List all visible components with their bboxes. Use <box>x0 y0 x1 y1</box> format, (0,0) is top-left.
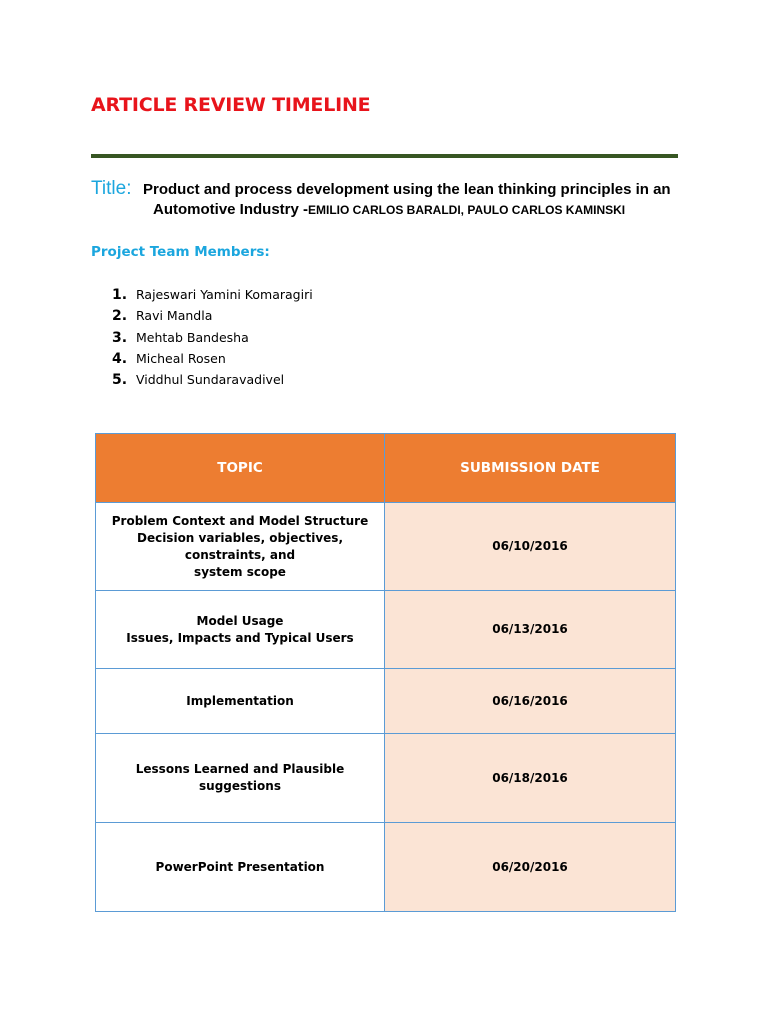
member-number: 2. <box>112 308 128 325</box>
member-name: Mehtab Bandesha <box>136 329 249 345</box>
team-member-item <box>112 287 313 308</box>
table-row <box>96 823 676 912</box>
team-member-item <box>112 351 313 372</box>
team-member-list <box>112 287 313 393</box>
date-cell: 06/10/2016 <box>385 503 676 591</box>
topic-cell <box>96 823 385 912</box>
timeline-table <box>95 433 676 912</box>
member-name: Micheal Rosen <box>136 350 226 366</box>
team-member-item <box>112 372 313 393</box>
topic-cell <box>96 591 385 669</box>
topic-line: PowerPoint Presentation <box>155 859 325 874</box>
member-number: 5. <box>112 372 128 389</box>
date-cell: 06/13/2016 <box>385 591 676 669</box>
title-text-line-2 <box>153 201 625 218</box>
title-label: Title: <box>91 178 132 199</box>
table-row <box>96 503 676 591</box>
topic-line: Implementation <box>186 693 294 708</box>
topic-cell <box>96 669 385 734</box>
topic-column-header: TOPIC <box>96 434 385 503</box>
table-row <box>96 591 676 669</box>
document-heading: ARTICLE REVIEW TIMELINE <box>91 94 371 116</box>
member-number: 3. <box>112 329 128 346</box>
topic-line: Decision variables, objectives, constraints, and <box>136 530 344 562</box>
topic-line: Model Usage <box>196 613 284 628</box>
member-name: Viddhul Sundaravadivel <box>136 372 285 388</box>
title-authors: EMILIO CARLOS BARALDI, PAULO CARLOS KAMINSKI <box>308 203 626 217</box>
member-number: 1. <box>112 287 128 303</box>
topic-line: Lessons Learned and Plausible suggestions <box>135 762 345 793</box>
topic-cell <box>96 734 385 823</box>
member-name: Rajeswari Yamini Komaragiri <box>136 287 313 302</box>
title-text-line-1: Product and process development using the lean thinking principles in an <box>143 181 671 198</box>
team-member-item <box>112 330 313 351</box>
table-row <box>96 669 676 734</box>
date-cell: 06/16/2016 <box>385 669 676 734</box>
topic-cell <box>96 503 385 591</box>
member-number: 4. <box>112 350 128 367</box>
topic-line: system scope <box>194 564 286 579</box>
table-row <box>96 734 676 823</box>
member-name: Ravi Mandla <box>136 308 213 324</box>
table-header-row <box>96 434 676 503</box>
team-member-item <box>112 308 313 329</box>
heading-divider <box>91 154 678 158</box>
topic-line: Issues, Impacts and Typical Users <box>126 630 354 645</box>
date-cell: 06/18/2016 <box>385 734 676 823</box>
submission-date-column-header: SUBMISSION DATE <box>385 434 676 503</box>
title-text-line-2-start: Automotive Industry - <box>153 201 309 218</box>
team-members-heading: Project Team Members: <box>91 244 270 260</box>
date-cell: 06/20/2016 <box>385 823 676 912</box>
topic-line: Problem Context and Model Structure <box>111 513 369 528</box>
